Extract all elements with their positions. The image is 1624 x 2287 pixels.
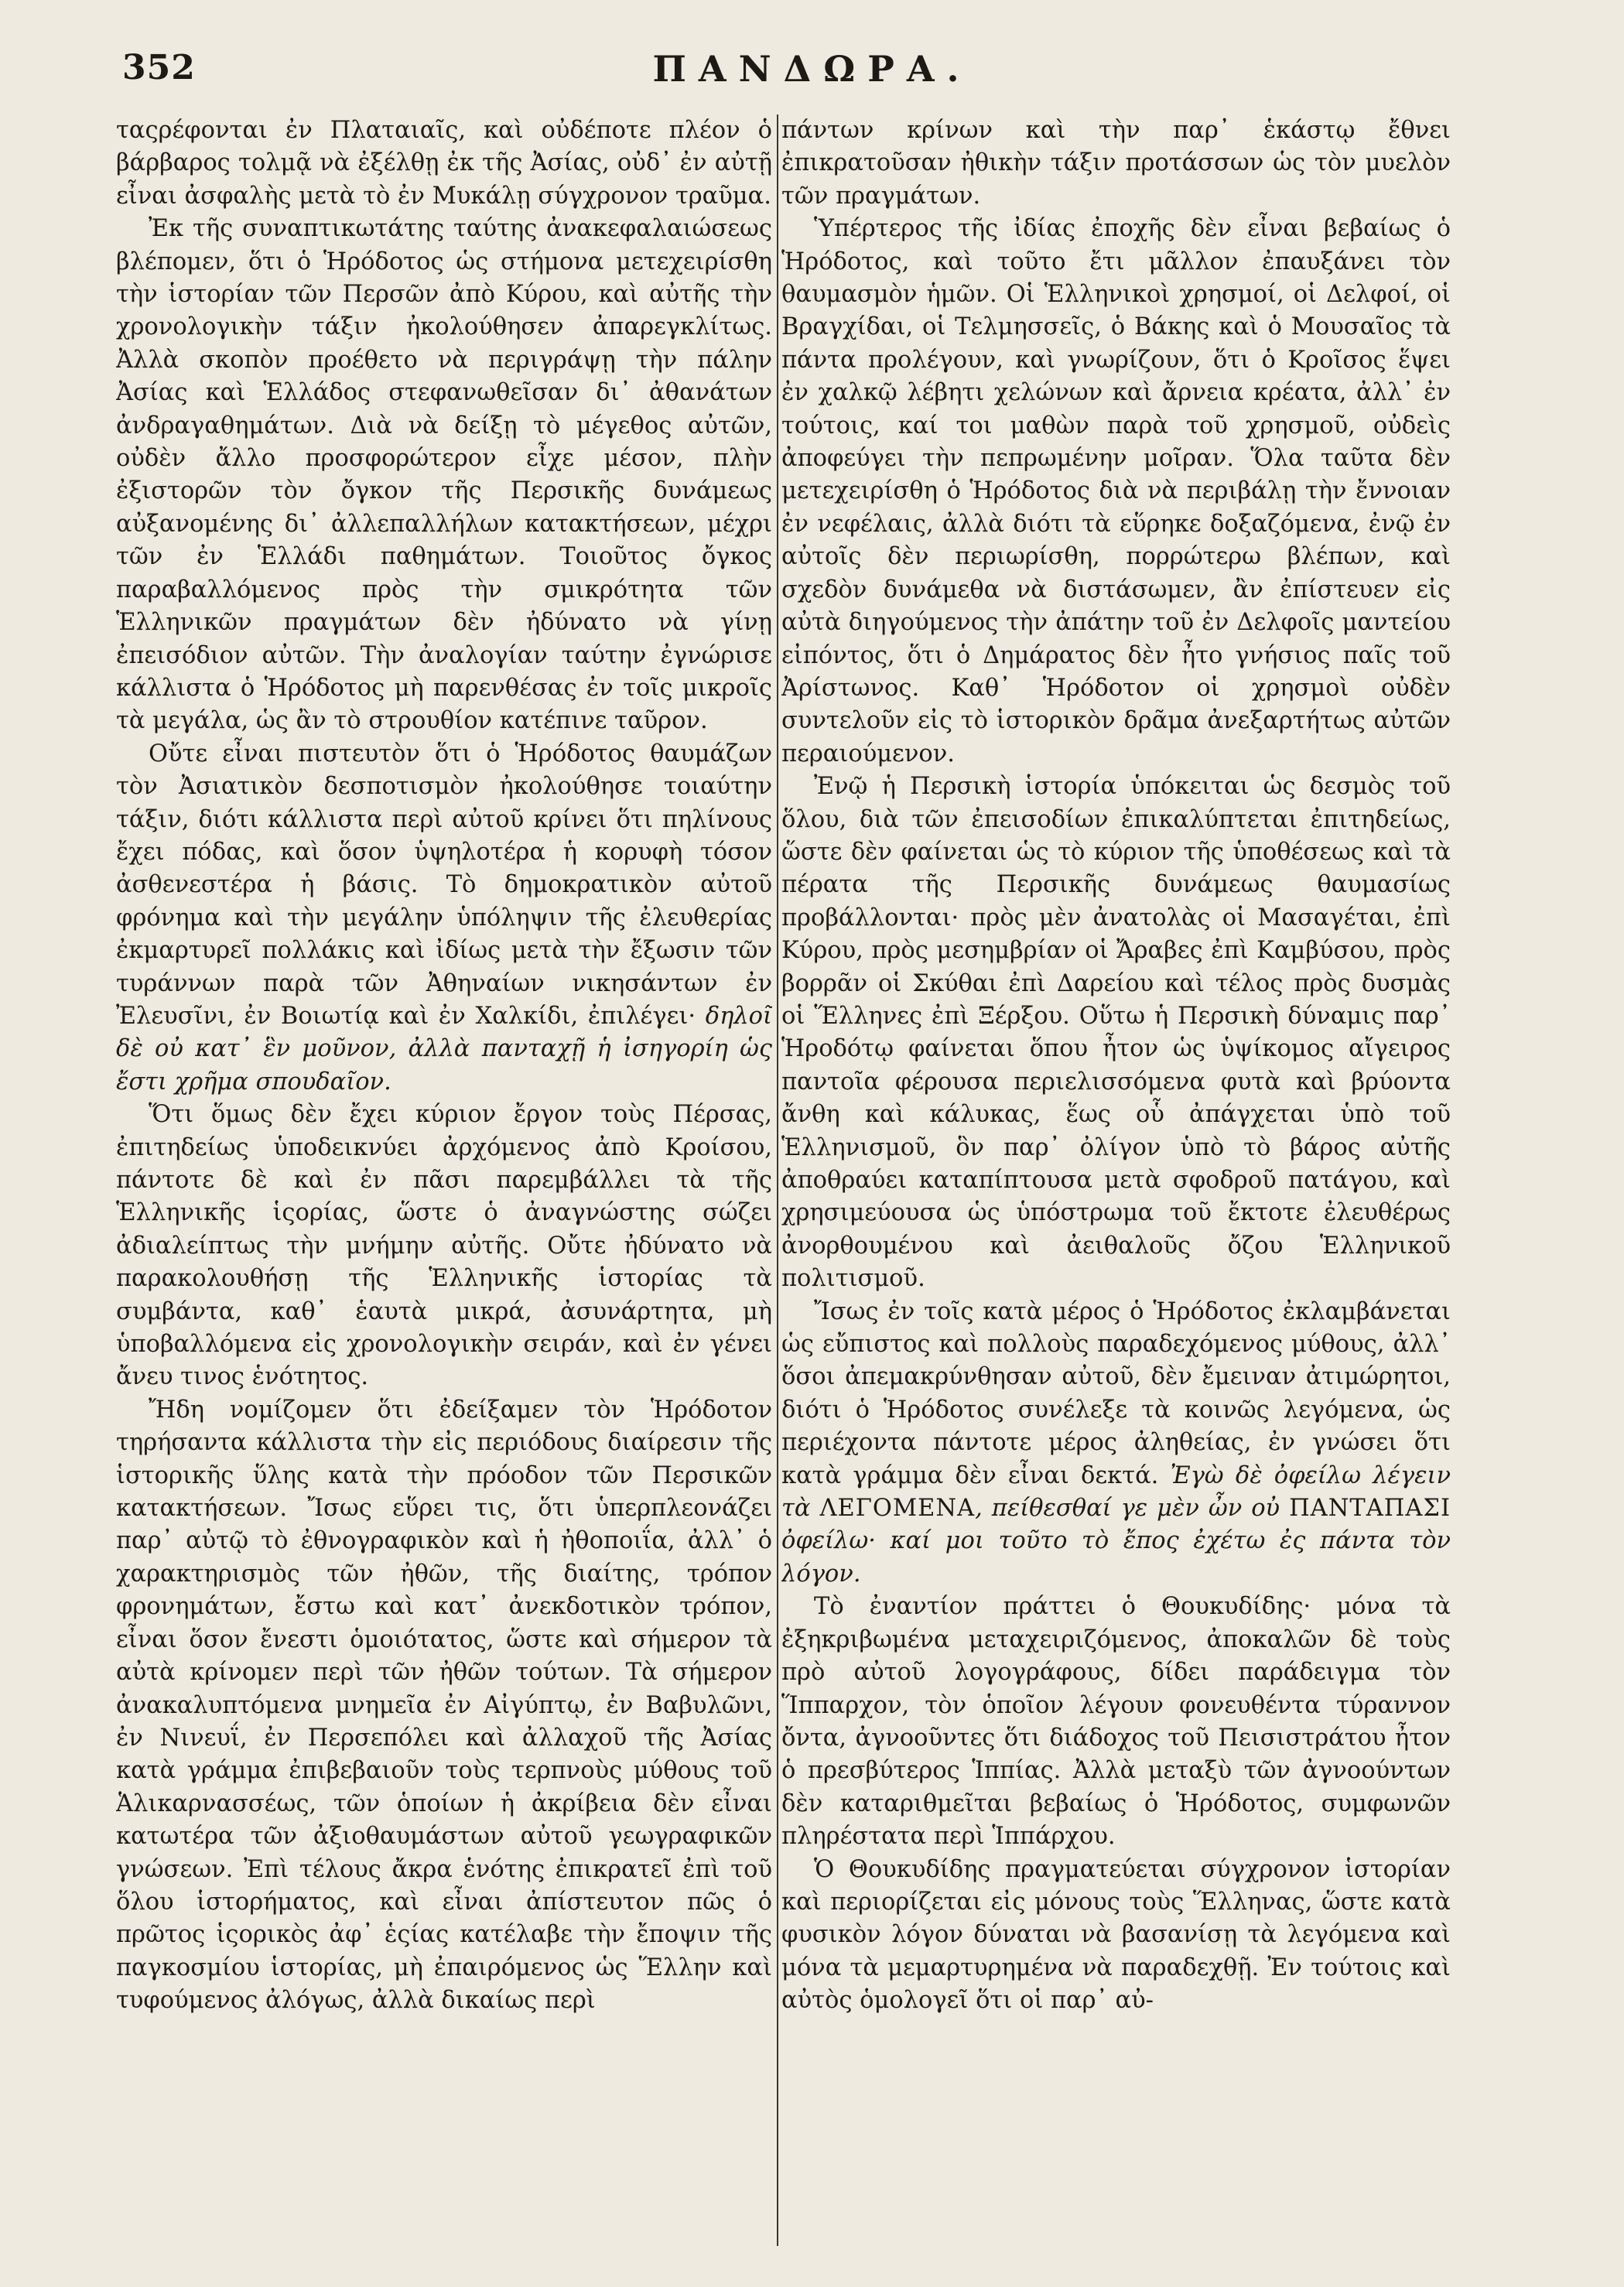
- quotation-caps: ΛΕΓΟΜΕΝΑ: [819, 1495, 976, 1523]
- quotation: δηλοῖ δὲ οὐ κατ᾽ ἓν μοῦνον, ἀλλὰ πανταχῇ ἡ ἰσηγορίη ὡς ἔστι χρῆμα σπουδαῖον.: [116, 1002, 772, 1096]
- page-number: 352: [122, 48, 196, 87]
- quotation: ὀφείλω· καί μοι τοῦτο τὸ ἔπος ἐχέτω ἐς πάντα τὸν λόγον.: [781, 1527, 1451, 1588]
- paragraph: Τὸ ἐναντίον πράττει ὁ Θουκυδίδης· μόνα τὰ ἐξηκριβωμένα μεταχειριζόμενος, ἀποκαλῶν δὲ τοὺς πρὸ αὐτοῦ λογογράφους, δίδει παράδειγμα τὸν Ἵππαρχον, τὸν ὁποῖον λέγουν φονευθέντα τύραννον ὄντα, ἀγνοοῦντες ὅτι διάδοχος τοῦ Πεισιστράτου ἦτον ὁ πρεσβύτερος Ἱππίας. Ἀλλὰ μεταξὺ τῶν ἀγνοούντων δὲν καταριθμεῖται βεβαίως ὁ Ἡρόδοτος, συμφωνῶν πληρέστατα περὶ Ἱππάρχου.: [781, 1593, 1451, 1851]
- quotation-caps: ΠΑΝΤΑΠΑΣΙ: [1289, 1495, 1451, 1523]
- paragraph: Ἐκ τῆς συναπτικωτάτης ταύτης ἀνακεφαλαιώσεως βλέπομεν, ὅτι ὁ Ἡρόδοτος ὡς στήμονα μετεχειρίσθη τὴν ἱστορίαν τῶν Περσῶν ἀπὸ Κύρου, καὶ αὐτῆς τὴν χρονολογικὴν τάξιν ἠκολούθησεν ἀπαρεγκλίτως. Ἀλλὰ σκοπὸν προέθετο νὰ περιγράψῃ τὴν πάλην Ἀσίας καὶ Ἑλλάδος στεφανωθεῖσαν δι᾽ ἀθανάτων ἀνδραγαθημάτων. Διὰ νὰ δείξῃ τὸ μέγεθος αὐτῶν, οὐδὲν ἄλλο προσφορώτερον εἶχε μέσον, πλὴν ἐξιστορῶν τὸν ὄγκον τῆς Περσικῆς δυνάμεως αὐξανομένης δι᾽ ἀλλεπαλλήλων κατακτήσεων, μέχρι τῶν ἐν Ἑλλάδι παθημάτων. Τοιοῦτος ὄγκος παραβαλλόμενος πρὸς τὴν σμικρότητα τῶν Ἑλληνικῶν πραγμάτων δὲν ἠδύνατο νὰ γίνῃ ἐπεισόδιον αὐτῶν. Τὴν ἀναλογίαν ταύτην ἐγνώρισε κάλλιστα ὁ Ἡρόδοτος μὴ παρενθέσας ἐν τοῖς μικροῖς τὰ μεγάλα, ὡς ἂν τὸ στρουθίον κατέπινε ταῦρον.: [116, 215, 772, 735]
- running-title: ΠΑΝΔΩΡΑ.: [652, 48, 972, 90]
- paragraph: Ὑπέρτερος τῆς ἰδίας ἐποχῆς δὲν εἶναι βεβαίως ὁ Ἡρόδοτος, καὶ τοῦτο ἔτι μᾶλλον ἐπαυξάνει τὸν θαυμασμὸν ἡμῶν. Οἱ Ἑλληνικοὶ χρησμοί, οἱ Δελφοί, οἱ Βραγχίδαι, οἱ Τελμησσεῖς, ὁ Βάκης καὶ ὁ Μουσαῖος τὰ πάντα προλέγουν, καὶ γνωρίζουν, ὅτι ὁ Κροῖσος ἕψει ἐν χαλκῷ λέβητι χελώνων καὶ ἄρνεια κρέατα, ἀλλ᾽ ἐν τούτοις, καί τοι μαθὼν παρὰ τοῦ χρησμοῦ, οὐδεὶς ἀποφεύγει τὴν πεπρωμένην μοῖραν. Ὅλα ταῦτα δὲν μετεχειρίσθη ὁ Ἡρόδοτος διὰ νὰ περιβάλῃ τὴν ἔννοιαν ἐν νεφέλαις, ἀλλὰ διότι τὰ εὕρηκε δοξαζόμενα, ἐνῷ ἐν αὐτοῖς δὲν περιωρίσθη, πορρώτερω βλέπων, καὶ σχεδὸν δυνάμεθα νὰ διστάσωμεν, ἂν ἐπίστευεν εἰς αὐτὰ διηγούμενος τὴν ἀπάτην τοῦ ἐν Δελφοῖς μαντείου εἰπόντος, ὅτι ὁ Δημάρατος δὲν ἦτο γνήσιος παῖς τοῦ Ἀρίστωνος. Καθ᾽ Ἡρόδοτον οἱ χρησμοὶ οὐδὲν συντελοῦν εἰς τὸ ἱστορικὸν δρᾶμα ἀνεξαρτήτως αὐτῶν περαιούμενον.: [781, 215, 1451, 767]
- right-column: [781, 115, 1451, 2250]
- paragraph-text: Οὔτε εἶναι πιστευτὸν ὅτι ὁ Ἡρόδοτος θαυμάζων τὸν Ἀσιατικὸν δεσποτισμὸν ἠκολούθησε τοιαύτην τάξιν, διότι κάλλιστα περὶ αὐτοῦ κρίνει ὅτι πηλίνους ἔχει πόδας, καὶ ὅσον ὑψηλοτέρα ἡ κορυφὴ τόσον ἀσθενεστέρα ἡ βάσις. Τὸ δημοκρατικὸν αὐτοῦ φρόνημα καὶ τὴν μεγάλην ὑπόληψιν τῆς ἐλευθερίας ἐκμαρτυρεῖ πολλάκις καὶ ἰδίως μετὰ τὴν ἔξωσιν τῶν τυράννων παρὰ τῶν Ἀθηναίων νικησάντων ἐν Ἐλευσῖνι, ἐν Βοιωτίᾳ καὶ ἐν Χαλκίδι, ἐπιλέγει·: [116, 740, 772, 1030]
- paragraph: [116, 738, 772, 1099]
- paragraph: ταςρέφονται ἐν Πλαταιαῖς, καὶ οὐδέποτε πλέον ὁ βάρβαρος τολμᾷ νὰ ἐξέλθῃ ἐκ τῆς Ἀσίας, οὐδ᾽ ἐν αὐτῇ εἶναι ἀσφαλὴς μετὰ τὸ ἐν Μυκάλῃ σύγχρονον τραῦμα.: [116, 117, 772, 210]
- paragraph: Ὅτι ὅμως δὲν ἔχει κύριον ἔργον τοὺς Πέρσας, ἐπιτηδείως ὑποδεικνύει ἀρχόμενος ἀπὸ Κροίσου, πάντοτε δὲ καὶ ἐν πᾶσι παρεμβάλλει τὰ τῆς Ἑλληνικῆς ἱςορίας, ὥστε ὁ ἀναγνώστης σώζει ἀδιαλείπτως τὴν μνήμην αὐτῆς. Οὔτε ἠδύνατο νὰ παρακολουθήσῃ τῆς Ἑλληνικῆς ἱστορίας τὰ συμβάντα, καθ᾽ ἑαυτὰ μικρά, ἀσυνάρτητα, μὴ ὑποβαλλόμενα εἰς χρονολογικὴν σειράν, καὶ ἐν γένει ἄνευ τινος ἑνότητος.: [116, 1101, 772, 1391]
- paragraph-text: Ἴσως ἐν τοῖς κατὰ μέρος ὁ Ἡρόδοτος ἐκλαμβάνεται ὡς εὔπιστος καὶ πολλοὺς παραδεχόμενος μύθους, ἀλλ᾽ ὅσοι ἀπεμακρύνθησαν αὐτοῦ, δὲν ἔμειναν ἀτιμώρητοι, διότι ὁ Ἡρόδοτος συνέλεξε τὰ κοινῶς λεγόμενα, ὡς περιέχοντα πάντοτε μέρος ἀληθείας, ἐν γνώσει ὅτι κατὰ γράμμα δὲν εἶναι δεκτά.: [781, 1297, 1451, 1489]
- quotation: Ἐγὼ δὲ ὀφείλω λέγειν τὰ: [781, 1461, 1451, 1523]
- left-column: [116, 115, 772, 2250]
- paragraph: Ἤδη νομίζομεν ὅτι ἐδείξαμεν τὸν Ἡρόδοτον τηρήσαντα κάλλιστα τὴν εἰς περιόδους διαίρεσιν τῆς ἱστορικῆς ὕλης κατὰ τὴν πρόοδον τῶν Περσικῶν κατακτήσεων. Ἴσως εὕρει τις, ὅτι ὑπερπλεονάζει παρ᾽ αὐτῷ τὸ ἐθνογραφικὸν καὶ ἡ ἠθοποιΐα, ἀλλ᾽ ὁ χαρακτηρισμὸς τῶν ἠθῶν, τῆς διαίτης, τρόπον φρονημάτων, ἔστω καὶ κατ᾽ ἀνεκδοτικὸν τρόπον, εἶναι ὅσον ἔνεστι ὁμοιότατος, ὥστε καὶ σήμερον τὰ αὐτὰ κρίνομεν περὶ τῶν ἠθῶν τούτων. Τὰ σήμερον ἀνακαλυπτόμενα μνημεῖα ἐν Αἰγύπτῳ, ἐν Βαβυλῶνι, ἐν Νινευΐ, ἐν Περσεπόλει καὶ ἀλλαχοῦ τῆς Ἀσίας κατὰ γράμμα ἐπιβεβαιοῦν τοὺς τερπνοὺς μύθους τοῦ Ἁλικαρνασσέως, τῶν ὁποίων ἡ ἀκρίβεια δὲν εἶναι κατωτέρα τῶν ἀξιοθαυμάστων αὐτοῦ γεωγραφικῶν γνώσεων. Ἐπὶ τέλους ἄκρα ἑνότης ἐπικρατεῖ ἐπὶ τοῦ ὅλου ἱστορήματος, καὶ εἶναι ἀπίστευτον πῶς ὁ πρῶτος ἱςορικὸς ἀφ᾽ ἑςίας κατέλαβε τὴν ἔποψιν τῆς παγκοσμίου ἱστορίας, μὴ ἐπαιρόμενος ὡς Ἕλλην καὶ τυφούμενος ἀλόγως, ἀλλὰ δικαίως περὶ: [116, 1396, 772, 2015]
- paragraph: [781, 1296, 1451, 1591]
- paragraph: Ὁ Θουκυδίδης πραγματεύεται σύγχρονον ἱστορίαν καὶ περιορίζεται εἰς μόνους τοὺς Ἕλληνας, ὥστε κατὰ φυσικὸν λόγον δύναται νὰ βασανίσῃ τὰ λεγόμενα καὶ μόνα τὰ μεμαρτυρημένα νὰ παραδεχθῇ. Ἐν τούτοις καὶ αὐτὸς ὁμολογεῖ ὅτι οἱ παρ᾽ αὐ-: [781, 1855, 1451, 2015]
- paragraph: Ἐνῷ ἡ Περσικὴ ἱστορία ὑπόκειται ὡς δεσμὸς τοῦ ὅλου, διὰ τῶν ἐπεισοδίων ἐπικαλύπτεται ἐπιτηδείως, ὥστε δὲν φαίνεται ὡς τὸ κύριον τῆς ὑποθέσεως καὶ τὰ πέρατα τῆς Περσικῆς δυνάμεως θαυμασίως προβάλλονται· πρὸς μὲν ἀνατολὰς οἱ Μασαγέται, ἐπὶ Κύρου, πρὸς μεσημβρίαν οἱ Ἄραβες ἐπὶ Καμβύσου, πρὸς βορρᾶν οἱ Σκύθαι ἐπὶ Δαρείου καὶ τέλος πρὸς δυσμὰς οἱ Ἕλληνες ἐπὶ Ξέρξου. Οὕτω ἡ Περσικὴ δύναμις παρ᾽ Ἡροδότῳ φαίνεται ὅπου ἦτον ὡς ὑψίκομος αἴγειρος παντοῖα φέρουσα περιελισσόμενα φυτὰ καὶ βρύοντα ἄνθη καὶ κάλυκας, ἕως οὗ ἀπάγχεται ὑπὸ τοῦ Ἑλληνισμοῦ, ὃν παρ᾽ ὀλίγον ὑπὸ τὸ βάρος αὐτῆς ἀποθραύει καταπίπτουσα μετὰ σφοδροῦ πατάγου, καὶ χρησιμεύουσα ὡς ὑπόστρωμα τοῦ ἔκτοτε ἐλευθέρως ἀνορθουμένου καὶ ἀειθαλοῦς ὄζου Ἑλληνικοῦ πολιτισμοῦ.: [781, 773, 1451, 1293]
- paragraph: πάντων κρίνων καὶ τὴν παρ᾽ ἑκάστῳ ἔθνει ἐπικρατοῦσαν ἠθικὴν τάξιν προτάσσων ὡς τὸν μυελὸν τῶν πραγμάτων.: [781, 117, 1451, 210]
- quotation: , πείθεσθαί γε μὲν ὦν οὐ: [975, 1495, 1280, 1523]
- column-divider: [777, 115, 778, 2246]
